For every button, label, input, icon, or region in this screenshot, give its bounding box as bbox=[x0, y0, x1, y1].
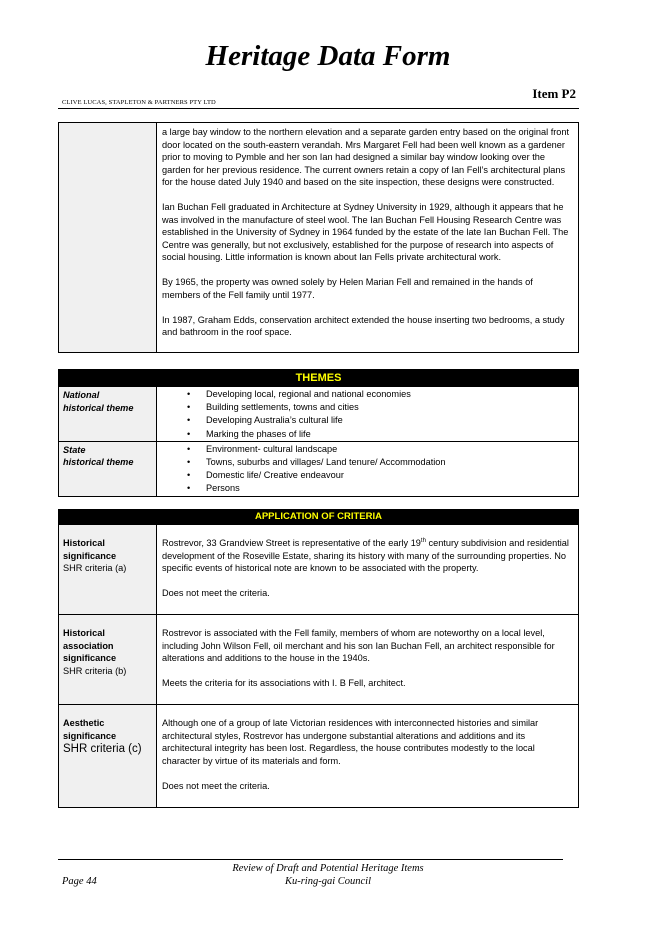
ordinal-superscript: th bbox=[420, 537, 426, 544]
state-theme-label bbox=[59, 441, 157, 496]
page-number: Page 44 bbox=[62, 876, 97, 887]
criteria-conclusion: Does not meet the criteria. bbox=[162, 780, 270, 791]
bullet-icon: • bbox=[187, 443, 191, 454]
historical-criteria-label bbox=[59, 525, 157, 615]
association-criteria-text bbox=[157, 615, 579, 705]
criteria-label-line: significance bbox=[63, 730, 117, 741]
header-rule bbox=[58, 108, 579, 109]
bullet-icon: • bbox=[187, 389, 191, 399]
list-item-text: Developing Australia’s cultural life bbox=[206, 415, 343, 426]
history-table bbox=[58, 122, 579, 353]
assessment-text-part: Rostrevor, 33 Grandview Street is representative of the early 19 bbox=[162, 538, 421, 548]
history-paragraph: Ian Buchan Fell graduated in Architecture at Sydney University in 1929, although it appears that he was involved in the manufacture of steel wool. The Ian Buchan Fell Housing Research Centre was established in the University of Sydney in 1964 funded by the estate of the late Ian Buchan Fell. The Centre was generally, but not exclusively, established for the purpose of research into aspects of social housing. Little information is known about Ian Fells private architectural work. bbox=[162, 202, 569, 262]
criteria-label-line: association bbox=[63, 640, 114, 651]
criteria-reference: SHR criteria (a) bbox=[63, 563, 127, 573]
state-theme-list bbox=[162, 443, 573, 496]
state-theme-label-line1: State bbox=[63, 444, 86, 455]
national-theme-label-line2: historical theme bbox=[63, 402, 134, 413]
aesthetic-criteria-label bbox=[59, 705, 157, 808]
history-label-cell bbox=[59, 123, 157, 353]
page-title: Heritage Data Form bbox=[205, 40, 451, 72]
criteria-label-line: Aesthetic bbox=[63, 718, 105, 728]
history-paragraph: By 1965, the property was owned solely by Helen Marian Fell and remained in the hands of members of the Fell family until 1977. bbox=[162, 277, 533, 300]
bullet-icon: • bbox=[187, 415, 191, 426]
list-item bbox=[187, 482, 573, 495]
criteria-conclusion: Does not meet the criteria. bbox=[162, 588, 270, 598]
bullet-icon: • bbox=[187, 470, 191, 481]
bullet-icon: • bbox=[187, 428, 191, 439]
themes-table bbox=[58, 369, 579, 497]
national-theme-list-cell bbox=[157, 387, 579, 442]
list-item bbox=[187, 469, 573, 482]
list-item bbox=[187, 388, 573, 401]
criteria-assessment: Although one of a group of late Victorian residences with interconnected histories and similar architectural styles, Rostrevor has undergone substantial alterations and additions and its architectural integrity has been lost. Regardless, the house contributes modestly to the local character by virtue of its materials and form. bbox=[162, 718, 539, 766]
footer-line2: Ku-ring-gai Council bbox=[284, 875, 372, 887]
national-theme-label bbox=[59, 387, 157, 442]
criteria-assessment: Rostrevor is associated with the Fell family, members of whom are noteworthy on a local level, including John Wilson Fell, oil merchant and his son Ian Buchan Fell, an architect responsible for alterations and additions to the house in the 1940s. bbox=[162, 628, 555, 663]
bullet-icon: • bbox=[187, 457, 191, 468]
history-text-cell bbox=[157, 123, 579, 353]
bullet-icon: • bbox=[187, 483, 191, 494]
criteria-assessment bbox=[162, 537, 573, 575]
criteria-reference: SHR criteria (b) bbox=[63, 665, 127, 676]
aesthetic-criteria-text bbox=[157, 705, 579, 808]
footer-rule bbox=[58, 859, 563, 860]
firm-name: CLIVE LUCAS, STAPLETON & PARTNERS PTY LTD bbox=[62, 99, 216, 106]
state-theme-label-line2: historical theme bbox=[63, 457, 134, 468]
criteria-label-line: Historical bbox=[63, 538, 105, 548]
criteria-label-line: Historical bbox=[63, 628, 105, 638]
list-item-text: Environment- cultural landscape bbox=[206, 443, 338, 454]
historical-criteria-text bbox=[157, 525, 579, 615]
national-theme-label-line1: National bbox=[63, 390, 100, 400]
state-theme-list-cell bbox=[157, 441, 579, 496]
criteria-reference: SHR criteria (c) bbox=[63, 743, 142, 755]
criteria-conclusion: Meets the criteria for its associations with I. B Fell, architect. bbox=[162, 678, 406, 688]
list-item-text: Persons bbox=[206, 483, 240, 494]
item-number: Item P2 bbox=[532, 86, 576, 101]
footer-document-title bbox=[0, 863, 656, 888]
list-item-text: Developing local, regional and national economies bbox=[206, 389, 411, 399]
themes-heading: THEMES bbox=[59, 370, 579, 387]
criteria-label-line: significance bbox=[63, 653, 117, 663]
criteria-table bbox=[58, 509, 579, 808]
criteria-heading: APPLICATION OF CRITERIA bbox=[59, 510, 579, 525]
list-item-text: Domestic life/ Creative endeavour bbox=[206, 470, 344, 481]
list-item bbox=[187, 414, 573, 427]
list-item bbox=[187, 401, 573, 414]
list-item bbox=[187, 456, 573, 469]
history-paragraph: a large bay window to the northern elevation and a separate garden entry based on the original front door located on the south-eastern verandah. Mrs Margaret Fell had been well known as a gardener prior to moving to Pymble and her son Ian had designed a similar bay window looking over the garden for her previous residence. The current owners retain a copy of Ian Fell’s architectural plans for the house dated July 1940 and based on the site inspection, these designs were constructed. bbox=[162, 127, 570, 187]
list-item bbox=[187, 428, 573, 441]
list-item-text: Marking the phases of life bbox=[206, 428, 311, 439]
list-item-text: Building settlements, towns and cities bbox=[206, 402, 359, 413]
footer-line1: Review of Draft and Potential Heritage Items bbox=[232, 863, 424, 874]
criteria-label-line: significance bbox=[63, 550, 117, 561]
bullet-icon: • bbox=[187, 402, 191, 413]
history-paragraph: In 1987, Graham Edds, conservation architect extended the house inserting two bedrooms, a study and bathroom in the roof space. bbox=[162, 314, 565, 337]
assessment-text-part: century subdivision and residential development of the Roseville Estate, sharing its history with many of the surrounding properties. No specific events of historical note are known to be associated with the property. bbox=[162, 538, 569, 573]
national-theme-list bbox=[162, 388, 573, 441]
list-item bbox=[187, 443, 573, 456]
list-item-text: Towns, suburbs and villages/ Land tenure/ Accommodation bbox=[206, 457, 446, 468]
association-criteria-label bbox=[59, 615, 157, 705]
